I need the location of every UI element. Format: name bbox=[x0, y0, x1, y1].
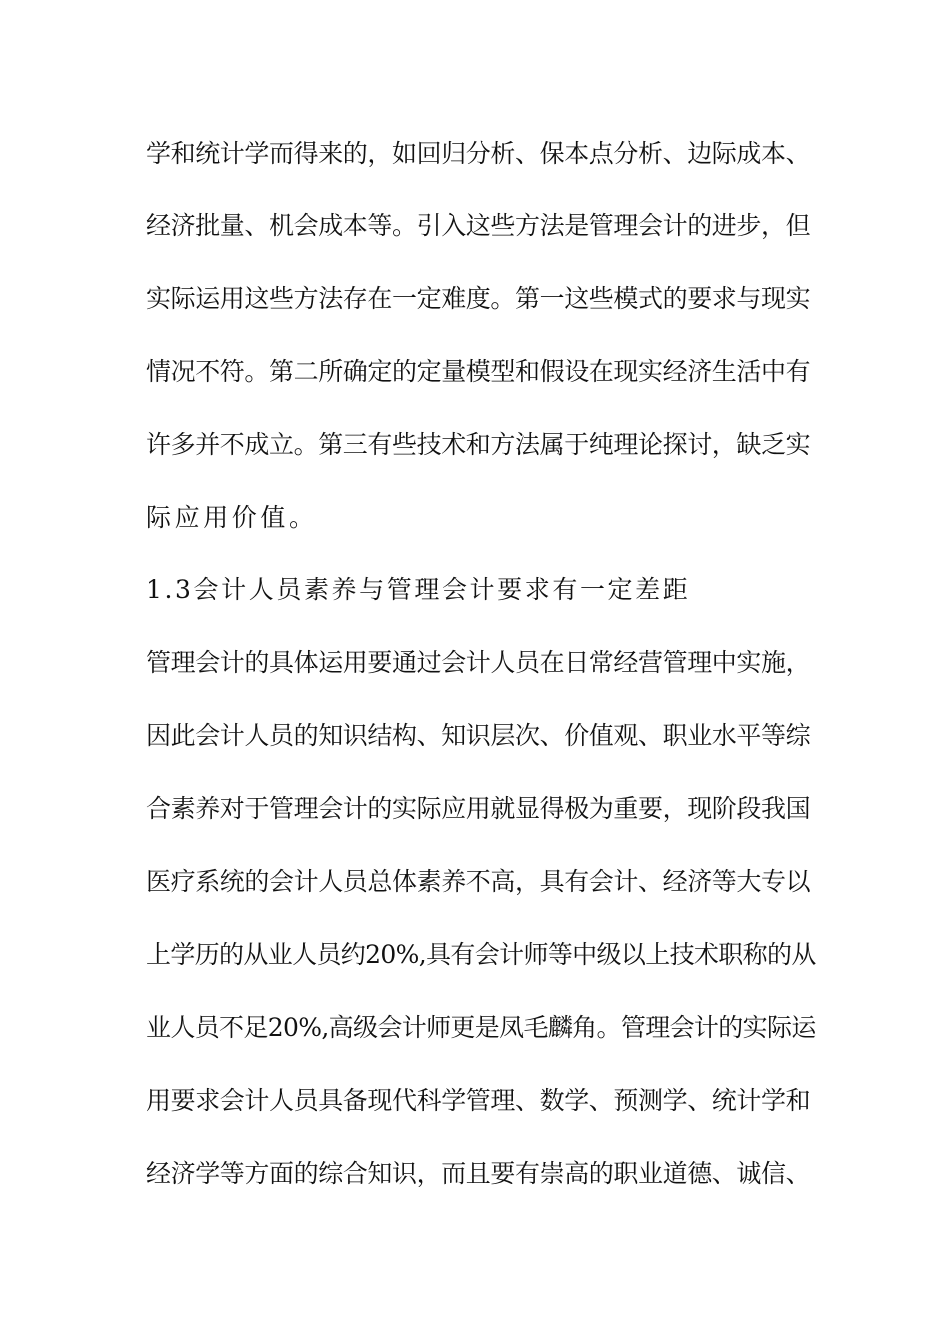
paragraph-line: 实际运用这些方法存在一定难度。第一这些模式的要求与现实 bbox=[146, 284, 811, 313]
paragraph-line: 合素养对于管理会计的实际应用就显得极为重要，现阶段我国 bbox=[146, 794, 811, 823]
paragraph-line: 业人员不足20%,高级会计师更是凤毛麟角。管理会计的实际运 bbox=[146, 1013, 816, 1042]
paragraph-line: 用要求会计人员具备现代科学管理、数学、预测学、统计学和 bbox=[146, 1086, 811, 1115]
paragraph-line: 许多并不成立。第三有些技术和方法属于纯理论探讨，缺乏实 bbox=[146, 430, 811, 459]
paragraph-line: 医疗系统的会计人员总体素养不高，具有会计、经济等大专以 bbox=[146, 867, 811, 896]
paragraph-line: 学和统计学而得来的，如回归分析、保本点分析、边际成本、 bbox=[146, 139, 811, 168]
paragraph-line: 情况不符。第二所确定的定量模型和假设在现实经济生活中有 bbox=[146, 357, 811, 386]
paragraph-line: 经济学等方面的综合知识，而且要有崇高的职业道德、诚信、 bbox=[146, 1159, 811, 1188]
paragraph-line: 上学历的从业人员约20%,具有会计师等中级以上技术职称的从 bbox=[146, 940, 816, 969]
paragraph-line: 际应用价值。 bbox=[146, 503, 318, 532]
paragraph-line: 管理会计的具体运用要通过会计人员在日常经营管理中实施， bbox=[146, 648, 811, 677]
paragraph-line: 经济批量、机会成本等。引入这些方法是管理会计的进步，但 bbox=[146, 211, 811, 240]
section-heading: 1.3会计人员素养与管理会计要求有一定差距 bbox=[146, 575, 691, 604]
paragraph-line: 因此会计人员的知识结构、知识层次、价值观、职业水平等综 bbox=[146, 721, 811, 750]
